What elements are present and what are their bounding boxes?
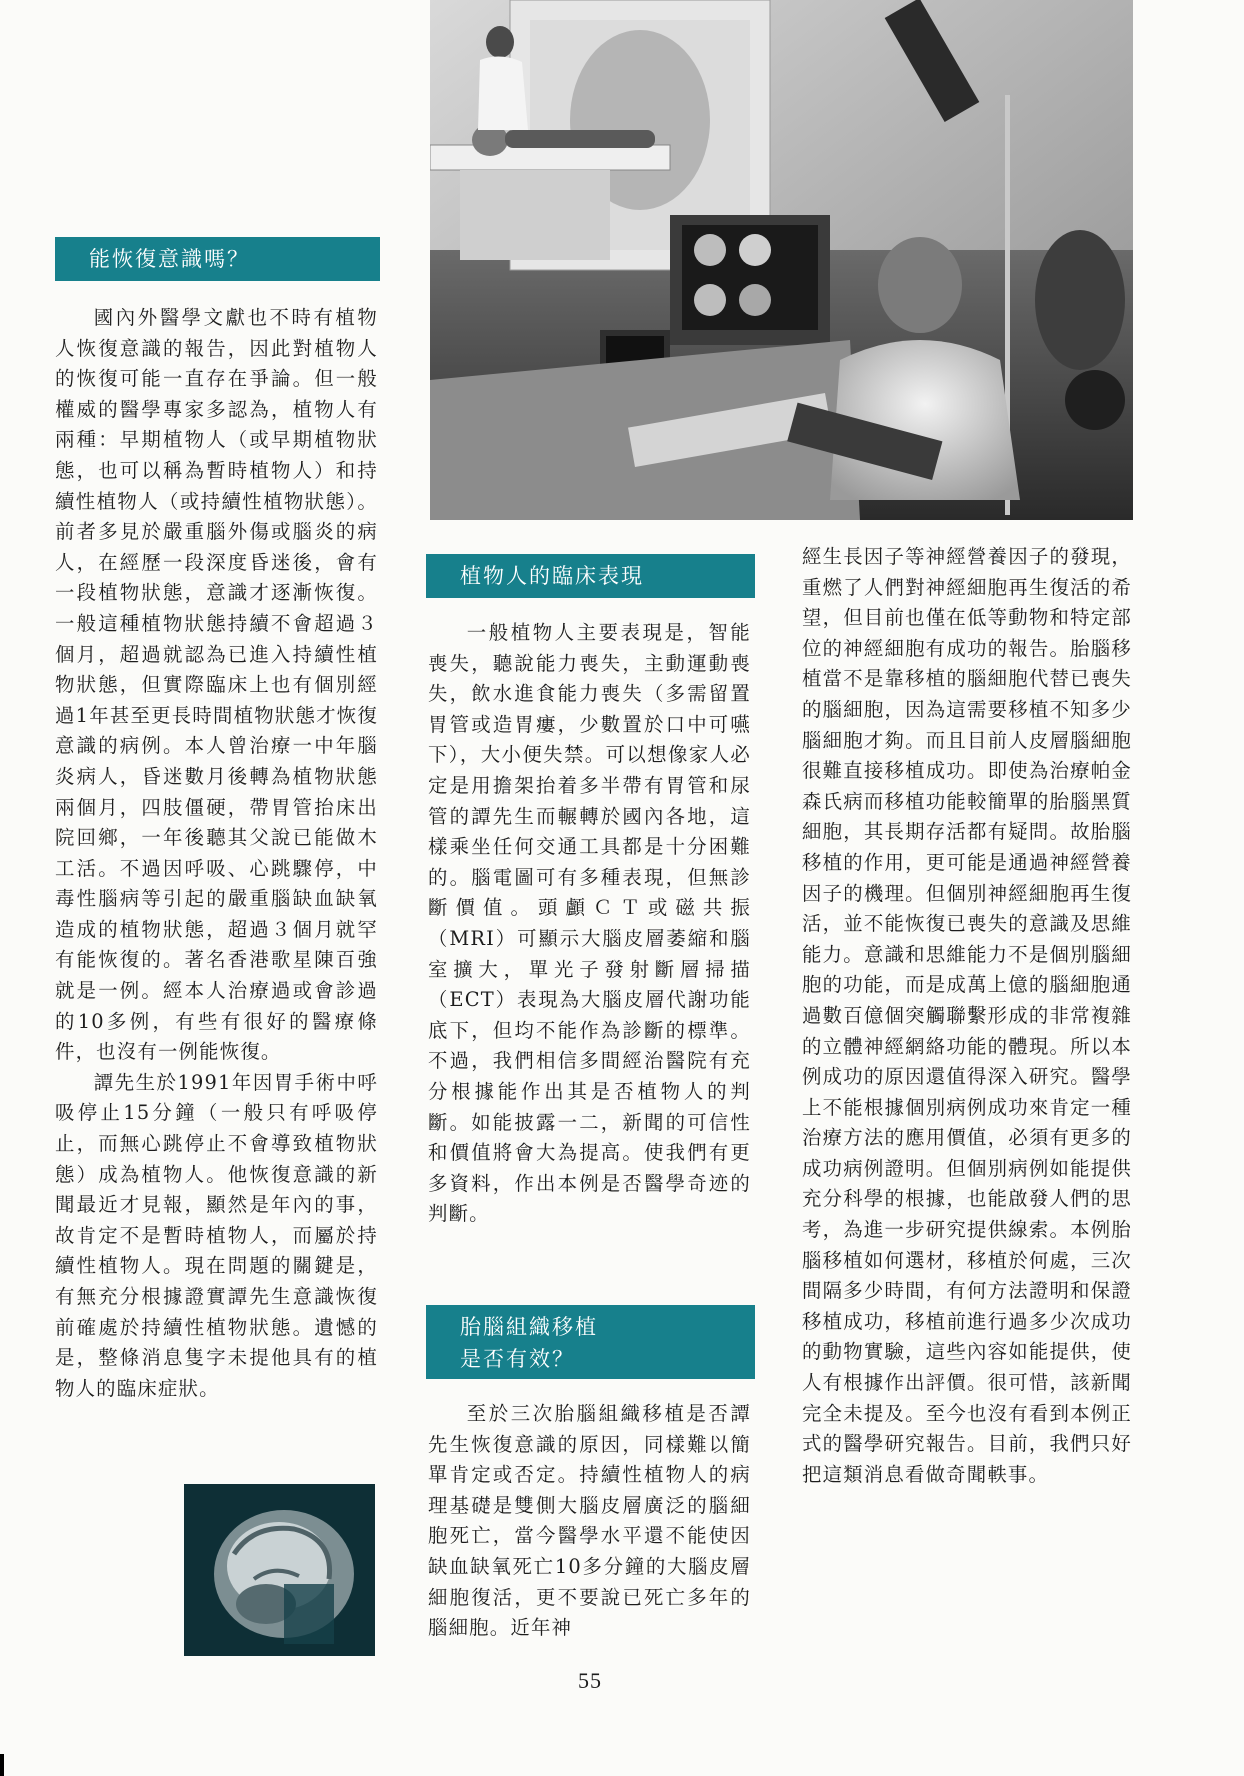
- paragraph-continuation-1: 經生長因子等神經營養因子的發現，重燃了人們對神經細胞再生復活的希望，但目前也僅在低等動物和特定部位的神經細胞有成功的報告。胎腦移植當不是靠移植的腦細胞代替已喪失的腦細胞，因為這需要移植不知多少腦細胞才夠。而且目前人皮層腦細胞很難直接移植成功。即使為治療帕金森氏病而移植功能較簡單的胎腦黑質細胞，其長期存活都有疑問。故胎腦移植的作用，更可能是通過神經營養因子的機理。但個別神經細胞再生復活，並不能恢復已喪失的意識及思維能力。意識和思維能力不是個別腦細胞的功能，而是成萬上億的腦細胞通過數百億個突觸聯繫形成的非常複雜的立體神經網絡功能的體現。所以本例成功的原因還值得深入研究。醫學上不能根據個別病例成功來肯定一種治療方法的應用價值，必須有更多的成功病例證明。但個別病例如能提供充分科學的根據，也能啟發人們的思考，為進一步研究提供線索。本例胎腦移植如何選材，移植於何處，三次間隔多少時間，有何方法證明和保證移植成功，移植前進行過多少次成功的動物實驗，這些內容如能提供，使人有根據作出評價。很可惜，該新聞完全未提及。至今也沒有看到本例正式的醫學研究報告。目前，我們只好把這類消息看做奇聞軼事。: [802, 545, 1132, 1486]
- paragraph-clinical-1: 一般植物人主要表現是，智能喪失，聽說能力喪失，主動運動喪失，飲水進食能力喪失（多需留置胃管或造胃瘻，少數置於口中可嚥下），大小便失禁。可以想像家人必定是用擔架抬着多半帶有胃管和尿管的譚先生而輾轉於國內各地，這樣乘坐任何交通工具都是十分困難的。腦電圖可有多種表現，但無診斷價值。頭顱ＣＴ或磁共振（MRI）可顯示大腦皮層萎縮和腦室擴大，單光子發射斷層掃描（ECT）表現為大腦皮層代謝功能底下，但均不能作為診斷的標準。不過，我們相信多間經治醫院有充分根據能作出其是否植物人的判斷。如能披露一二，新聞的可信性和價值將會大為提高。使我們有更多資料，作出本例是否醫學奇迹的判斷。: [428, 621, 751, 1226]
- section-heading-recovery-text: 能恢復意識嗎？: [89, 247, 250, 271]
- section-heading-transplant: [426, 1305, 755, 1379]
- section-heading-transplant-line-1: 胎腦組織移植: [460, 1315, 598, 1339]
- ct-scanner-photo-graphic: [430, 0, 1133, 520]
- crop-mark: [0, 1754, 4, 1776]
- section-heading-clinical: [426, 554, 755, 598]
- paragraph-transplant-1: 至於三次胎腦組織移植是否譚先生恢復意識的原因，同樣難以簡單肯定或否定。持續性植物人的病理基礎是雙側大腦皮層廣泛的腦細胞死亡，當今醫學水平還不能使因缺血缺氧死亡10多分鐘的大腦皮層細胞復活，更不要說已死亡多年的腦細胞。近年神: [428, 1402, 751, 1640]
- column-transplant: [428, 1399, 751, 1644]
- paragraph-recovery-1: 國內外醫學文獻也不時有植物人恢復意識的報告，因此對植物人的恢復可能一直存在爭論。但一般權威的醫學專家多認為，植物人有兩種：早期植物人（或早期植物狀態，也可以稱為暫時植物人）和持續性植物人（或持續性植物狀態）。前者多見於嚴重腦外傷或腦炎的病人，在經歷一段深度昏迷後，會有一段植物狀態，意識才逐漸恢復。一般這種植物狀態持續不會超過３個月，超過就認為已進入持續性植物狀態，但實際臨床上也有個別經過1年甚至更長時間植物狀態才恢復意識的病例。本人曾治療一中年腦炎病人，昏迷數月後轉為植物狀態兩個月，四肢僵硬，帶胃管抬床出院回鄉，一年後聽其父說已能做木工活。不過因呼吸、心跳驟停，中毒性腦病等引起的嚴重腦缺血缺氧造成的植物狀態，超過３個月就罕有能恢復的。著名香港歌星陳百強就是一例。經本人治療過或會診過的10多例，有些有很好的醫療條件，也沒有一例能恢復。: [55, 306, 378, 1064]
- column-continuation: [802, 542, 1132, 1490]
- column-recovery: [55, 303, 378, 1404]
- section-heading-transplant-line-2: 是否有效？: [460, 1347, 575, 1371]
- section-heading-recovery: [55, 237, 380, 281]
- paragraph-recovery-2: 譚先生於1991年因胃手術中呼吸停止15分鐘（一般只有呼吸停止，而無心跳停止不會導致植物狀態）成為植物人。他恢復意識的新聞最近才見報，顯然是年內的事，故肯定不是暫時植物人，而屬於持續性植物人。現在問題的關鍵是，有無充分根據證實譚先生意識恢復前確處於持續性植物狀態。遺憾的是，整條消息隻字未提他具有的植物人的臨床症狀。: [55, 1070, 378, 1400]
- brain-scan-graphic: [184, 1484, 375, 1656]
- ct-scanner-photo: [430, 0, 1133, 520]
- page-number: 55: [578, 1668, 602, 1693]
- column-clinical: [428, 618, 751, 1230]
- section-heading-clinical-text: 植物人的臨床表現: [460, 564, 644, 588]
- brain-scan-image: [184, 1484, 375, 1656]
